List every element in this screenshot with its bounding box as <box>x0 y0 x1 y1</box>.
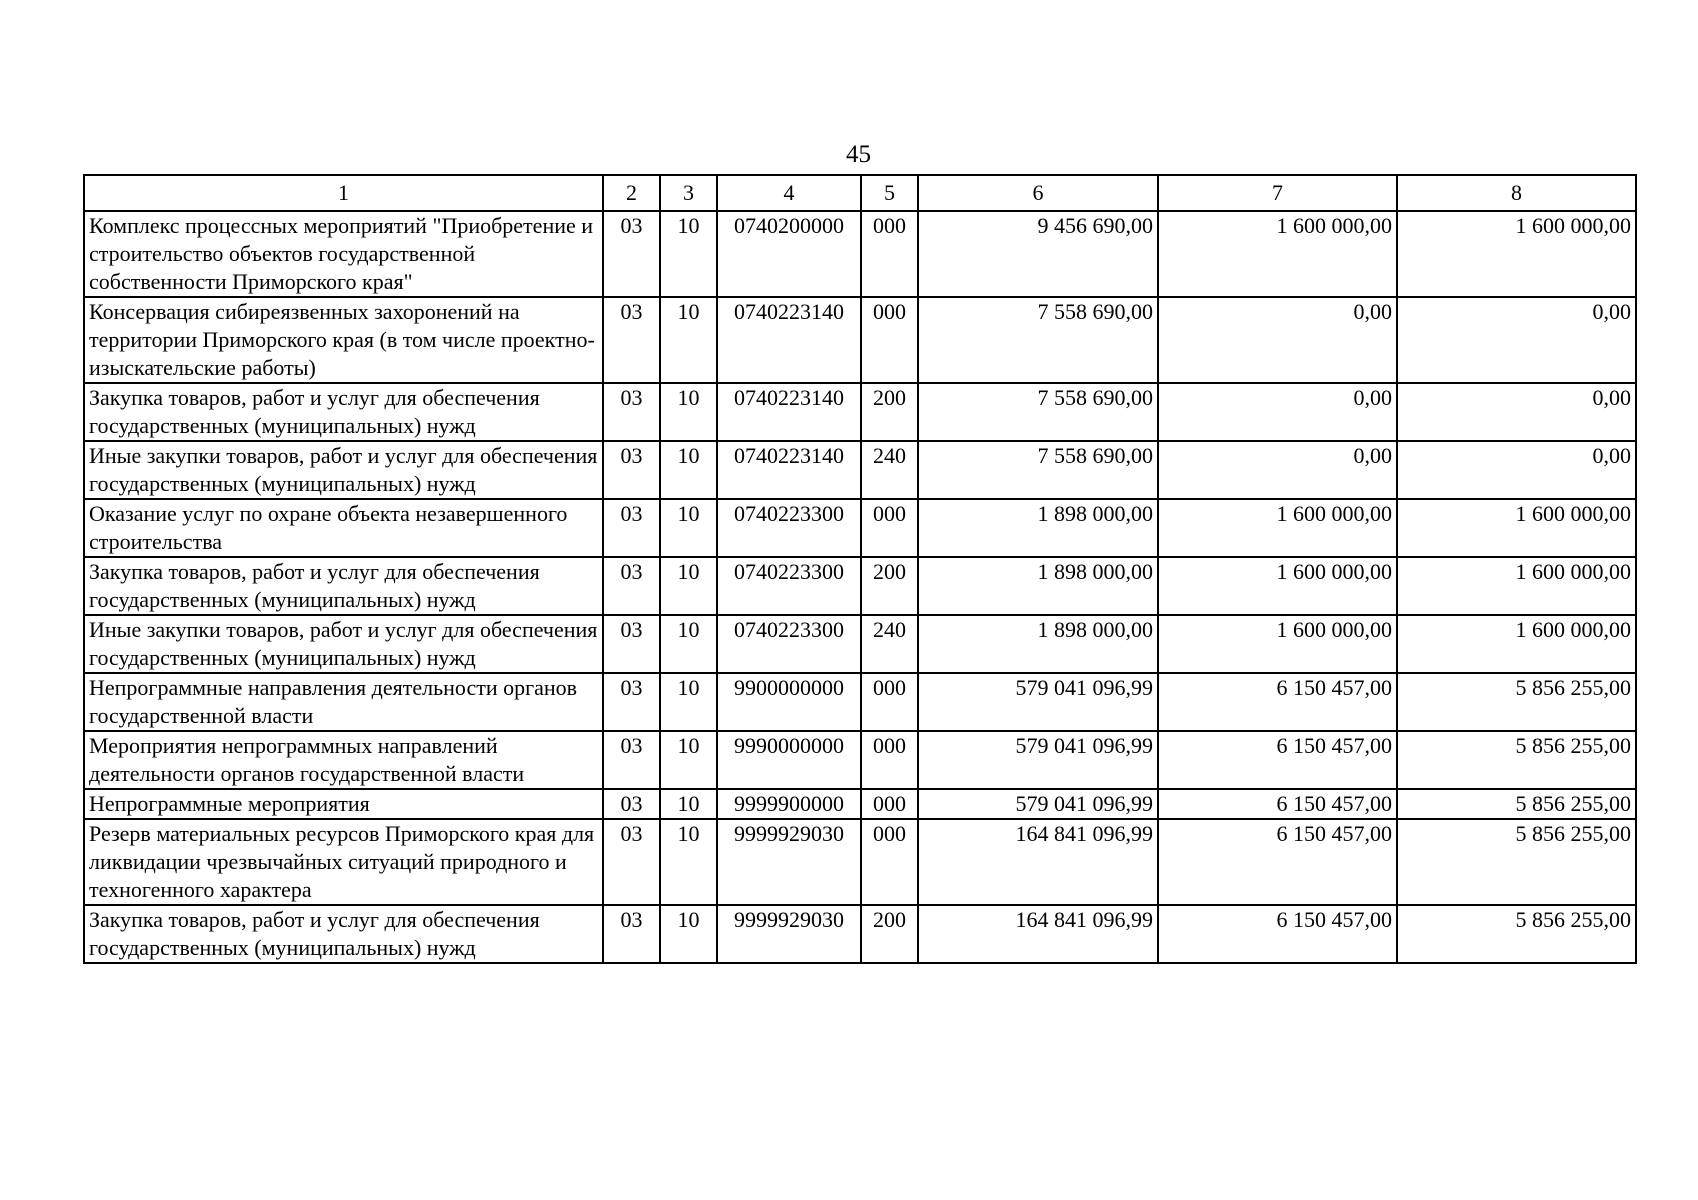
header-row <box>84 175 1636 211</box>
subsection-code-cell: 10 <box>660 615 717 673</box>
expense-type-cell: 000 <box>861 297 918 383</box>
target-article-cell: 0740223140 <box>717 441 861 499</box>
target-article-cell: 9999929030 <box>717 905 861 963</box>
amount-col6-cell: 7 558 690,00 <box>918 297 1158 383</box>
amount-col7-cell: 0,00 <box>1158 297 1397 383</box>
table-row <box>84 441 1636 499</box>
target-article-cell: 0740223300 <box>717 615 861 673</box>
amount-col6-cell: 579 041 096,99 <box>918 731 1158 789</box>
column-header: 3 <box>660 175 717 211</box>
amount-col7-cell: 6 150 457,00 <box>1158 789 1397 819</box>
section-code-cell: 03 <box>603 731 660 789</box>
amount-col7-cell: 1 600 000,00 <box>1158 499 1397 557</box>
amount-col8-cell: 5 856 255,00 <box>1397 673 1636 731</box>
row-name-cell: Непрограммные мероприятия <box>84 789 603 819</box>
amount-col7-cell: 0,00 <box>1158 383 1397 441</box>
subsection-code-cell: 10 <box>660 789 717 819</box>
subsection-code-cell: 10 <box>660 731 717 789</box>
target-article-cell: 0740223300 <box>717 557 861 615</box>
row-name-cell: Закупка товаров, работ и услуг для обеспечения государственных (муниципальных) нужд <box>84 905 603 963</box>
section-code-cell: 03 <box>603 673 660 731</box>
table-body <box>84 211 1636 963</box>
amount-col6-cell: 1 898 000,00 <box>918 615 1158 673</box>
amount-col8-cell: 1 600 000,00 <box>1397 211 1636 297</box>
row-name-cell: Оказание услуг по охране объекта незавершенного строительства <box>84 499 603 557</box>
row-name-cell: Резерв материальных ресурсов Приморского края для ликвидации чрезвычайных ситуаций природного и техногенного характера <box>84 819 603 905</box>
column-header: 8 <box>1397 175 1636 211</box>
amount-col6-cell: 164 841 096,99 <box>918 905 1158 963</box>
table-row <box>84 383 1636 441</box>
expense-type-cell: 000 <box>861 731 918 789</box>
amount-col8-cell: 0,00 <box>1397 441 1636 499</box>
amount-col8-cell: 5 856 255,00 <box>1397 905 1636 963</box>
page-number: 45 <box>846 141 871 168</box>
table-row <box>84 499 1636 557</box>
section-code-cell: 03 <box>603 211 660 297</box>
target-article-cell: 0740223300 <box>717 499 861 557</box>
amount-col8-cell: 5 856 255,00 <box>1397 731 1636 789</box>
section-code-cell: 03 <box>603 615 660 673</box>
table-row <box>84 673 1636 731</box>
amount-col8-cell: 5 856 255,00 <box>1397 789 1636 819</box>
expense-type-cell: 000 <box>861 211 918 297</box>
amount-col6-cell: 579 041 096,99 <box>918 673 1158 731</box>
table-row <box>84 615 1636 673</box>
row-name-cell: Мероприятия непрограммных направлений деятельности органов государственной власти <box>84 731 603 789</box>
target-article-cell: 9999900000 <box>717 789 861 819</box>
expense-type-cell: 200 <box>861 557 918 615</box>
section-code-cell: 03 <box>603 557 660 615</box>
section-code-cell: 03 <box>603 905 660 963</box>
amount-col6-cell: 7 558 690,00 <box>918 383 1158 441</box>
column-header: 6 <box>918 175 1158 211</box>
amount-col7-cell: 6 150 457,00 <box>1158 731 1397 789</box>
target-article-cell: 9900000000 <box>717 673 861 731</box>
amount-col7-cell: 1 600 000,00 <box>1158 557 1397 615</box>
column-header: 7 <box>1158 175 1397 211</box>
amount-col6-cell: 7 558 690,00 <box>918 441 1158 499</box>
amount-col8-cell: 1 600 000,00 <box>1397 557 1636 615</box>
target-article-cell: 0740223140 <box>717 383 861 441</box>
row-name-cell: Непрограммные направления деятельности органов государственной власти <box>84 673 603 731</box>
column-header: 2 <box>603 175 660 211</box>
amount-col7-cell: 6 150 457,00 <box>1158 673 1397 731</box>
target-article-cell: 9990000000 <box>717 731 861 789</box>
amount-col7-cell: 1 600 000,00 <box>1158 211 1397 297</box>
table-row <box>84 211 1636 297</box>
budget-table <box>83 174 1637 964</box>
subsection-code-cell: 10 <box>660 557 717 615</box>
subsection-code-cell: 10 <box>660 211 717 297</box>
expense-type-cell: 240 <box>861 441 918 499</box>
target-article-cell: 9999929030 <box>717 819 861 905</box>
row-name-cell: Иные закупки товаров, работ и услуг для обеспечения государственных (муниципальных) нужд <box>84 441 603 499</box>
column-header: 4 <box>717 175 861 211</box>
amount-col7-cell: 1 600 000,00 <box>1158 615 1397 673</box>
row-name-cell: Закупка товаров, работ и услуг для обеспечения государственных (муниципальных) нужд <box>84 383 603 441</box>
amount-col6-cell: 9 456 690,00 <box>918 211 1158 297</box>
subsection-code-cell: 10 <box>660 383 717 441</box>
row-name-cell: Комплекс процессных мероприятий "Приобретение и строительство объектов государственной собственности Приморского края" <box>84 211 603 297</box>
table-row <box>84 819 1636 905</box>
table-row <box>84 905 1636 963</box>
section-code-cell: 03 <box>603 789 660 819</box>
amount-col6-cell: 1 898 000,00 <box>918 557 1158 615</box>
amount-col8-cell: 5 856 255,00 <box>1397 819 1636 905</box>
amount-col8-cell: 0,00 <box>1397 383 1636 441</box>
subsection-code-cell: 10 <box>660 819 717 905</box>
section-code-cell: 03 <box>603 819 660 905</box>
expense-type-cell: 000 <box>861 499 918 557</box>
column-header: 1 <box>84 175 603 211</box>
amount-col6-cell: 579 041 096,99 <box>918 789 1158 819</box>
amount-col8-cell: 1 600 000,00 <box>1397 499 1636 557</box>
expense-type-cell: 000 <box>861 789 918 819</box>
section-code-cell: 03 <box>603 441 660 499</box>
table-row <box>84 557 1636 615</box>
amount-col6-cell: 1 898 000,00 <box>918 499 1158 557</box>
amount-col7-cell: 0,00 <box>1158 441 1397 499</box>
amount-col7-cell: 6 150 457,00 <box>1158 819 1397 905</box>
target-article-cell: 0740223140 <box>717 297 861 383</box>
section-code-cell: 03 <box>603 499 660 557</box>
expense-type-cell: 000 <box>861 819 918 905</box>
amount-col8-cell: 1 600 000,00 <box>1397 615 1636 673</box>
column-header: 5 <box>861 175 918 211</box>
subsection-code-cell: 10 <box>660 905 717 963</box>
subsection-code-cell: 10 <box>660 499 717 557</box>
amount-col7-cell: 6 150 457,00 <box>1158 905 1397 963</box>
section-code-cell: 03 <box>603 297 660 383</box>
amount-col8-cell: 0,00 <box>1397 297 1636 383</box>
target-article-cell: 0740200000 <box>717 211 861 297</box>
row-name-cell: Закупка товаров, работ и услуг для обеспечения государственных (муниципальных) нужд <box>84 557 603 615</box>
table-row <box>84 731 1636 789</box>
row-name-cell: Консервация сибиреязвенных захоронений на территории Приморского края (в том числе проектно-изыскательские работы) <box>84 297 603 383</box>
subsection-code-cell: 10 <box>660 673 717 731</box>
section-code-cell: 03 <box>603 383 660 441</box>
subsection-code-cell: 10 <box>660 441 717 499</box>
expense-type-cell: 200 <box>861 905 918 963</box>
row-name-cell: Иные закупки товаров, работ и услуг для обеспечения государственных (муниципальных) нужд <box>84 615 603 673</box>
subsection-code-cell: 10 <box>660 297 717 383</box>
expense-type-cell: 000 <box>861 673 918 731</box>
table-row <box>84 297 1636 383</box>
expense-type-cell: 240 <box>861 615 918 673</box>
table-row <box>84 789 1636 819</box>
amount-col6-cell: 164 841 096,99 <box>918 819 1158 905</box>
expense-type-cell: 200 <box>861 383 918 441</box>
